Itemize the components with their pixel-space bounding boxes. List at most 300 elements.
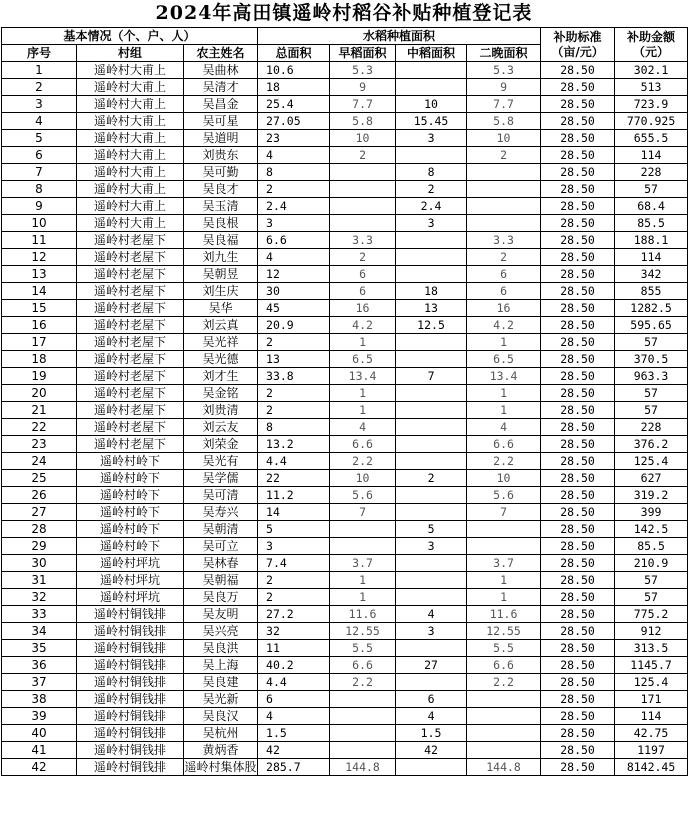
seq-cell: 17 xyxy=(2,334,77,351)
early-area-cell: 9 xyxy=(330,79,396,96)
table-row xyxy=(2,215,688,232)
table-row xyxy=(2,317,688,334)
owner-name-cell: 刘才生 xyxy=(184,368,258,385)
early-area-cell xyxy=(330,521,396,538)
seq-cell: 32 xyxy=(2,589,77,606)
owner-name-cell: 吴道明 xyxy=(184,130,258,147)
mid-area-cell xyxy=(396,62,467,79)
early-area-cell: 1 xyxy=(330,572,396,589)
early-area-cell: 2 xyxy=(330,147,396,164)
early-area-cell: 16 xyxy=(330,300,396,317)
table-row xyxy=(2,147,688,164)
seq-cell: 1 xyxy=(2,62,77,79)
mid-area-cell: 3 xyxy=(396,215,467,232)
table-row xyxy=(2,504,688,521)
subsidy-standard-cell: 28.50 xyxy=(541,164,615,181)
seq-cell: 4 xyxy=(2,113,77,130)
mid-area-cell xyxy=(396,266,467,283)
mid-area-cell xyxy=(396,504,467,521)
mid-area-cell: 12.5 xyxy=(396,317,467,334)
late-area-cell: 1 xyxy=(467,572,541,589)
total-area-cell: 2.4 xyxy=(258,198,330,215)
early-area-cell xyxy=(330,742,396,759)
basic-info-header: 基本情况（个、户、人） xyxy=(2,28,258,45)
late-area-cell xyxy=(467,725,541,742)
village-cell: 遥岭村大甫上 xyxy=(77,181,184,198)
mid-area-cell xyxy=(396,249,467,266)
early-area-cell: 13.4 xyxy=(330,368,396,385)
total-area-cell: 12 xyxy=(258,266,330,283)
village-cell: 遥岭村老屋下 xyxy=(77,351,184,368)
village-cell: 遥岭村铜钱排 xyxy=(77,759,184,776)
total-area-cell: 2 xyxy=(258,385,330,402)
early-area-cell: 4.2 xyxy=(330,317,396,334)
subsidy-amount-cell: 42.75 xyxy=(615,725,688,742)
owner-name-cell: 吴光有 xyxy=(184,453,258,470)
early-area-cell: 2.2 xyxy=(330,674,396,691)
total-area-cell: 25.4 xyxy=(258,96,330,113)
mid-area-header: 中稻面积 xyxy=(396,45,467,62)
table-row xyxy=(2,385,688,402)
late-area-cell: 6.5 xyxy=(467,351,541,368)
owner-name-cell: 吴曲林 xyxy=(184,62,258,79)
early-area-cell: 5.3 xyxy=(330,62,396,79)
subsidy-amount-cell: 627 xyxy=(615,470,688,487)
seq-cell: 21 xyxy=(2,402,77,419)
subsidy-standard-cell: 28.50 xyxy=(541,334,615,351)
late-area-cell: 6 xyxy=(467,283,541,300)
village-cell: 遥岭村大甫上 xyxy=(77,147,184,164)
subsidy-amount-cell: 57 xyxy=(615,334,688,351)
village-cell: 遥岭村岭下 xyxy=(77,453,184,470)
late-area-cell: 5.3 xyxy=(467,62,541,79)
early-area-cell xyxy=(330,198,396,215)
village-cell: 遥岭村老屋下 xyxy=(77,283,184,300)
early-area-cell: 1 xyxy=(330,402,396,419)
late-area-cell: 2 xyxy=(467,249,541,266)
seq-cell: 37 xyxy=(2,674,77,691)
table-row xyxy=(2,742,688,759)
mid-area-cell: 2.4 xyxy=(396,198,467,215)
mid-area-cell: 13 xyxy=(396,300,467,317)
late-area-cell: 3.7 xyxy=(467,555,541,572)
subsidy-table xyxy=(1,27,688,776)
subsidy-amount-cell: 8142.45 xyxy=(615,759,688,776)
subsidy-standard-cell: 28.50 xyxy=(541,249,615,266)
table-row xyxy=(2,249,688,266)
village-cell: 遥岭村老屋下 xyxy=(77,266,184,283)
subsidy-amount-cell: 595.65 xyxy=(615,317,688,334)
total-area-cell: 4.4 xyxy=(258,674,330,691)
village-cell: 遥岭村坪坑 xyxy=(77,572,184,589)
mid-area-cell xyxy=(396,640,467,657)
seq-cell: 22 xyxy=(2,419,77,436)
table-row xyxy=(2,232,688,249)
owner-name-cell: 吴光新 xyxy=(184,691,258,708)
mid-area-cell xyxy=(396,436,467,453)
owner-name-cell: 吴可勤 xyxy=(184,164,258,181)
early-area-cell xyxy=(330,164,396,181)
subsidy-standard-cell: 28.50 xyxy=(541,79,615,96)
late-area-cell xyxy=(467,215,541,232)
subsidy-standard-cell: 28.50 xyxy=(541,351,615,368)
mid-area-cell xyxy=(396,759,467,776)
seq-cell: 39 xyxy=(2,708,77,725)
early-area-cell: 6.5 xyxy=(330,351,396,368)
table-row xyxy=(2,691,688,708)
subsidy-amount-cell: 1282.5 xyxy=(615,300,688,317)
owner-name-cell: 吴学儒 xyxy=(184,470,258,487)
seq-cell: 13 xyxy=(2,266,77,283)
owner-name-cell: 刘贵东 xyxy=(184,147,258,164)
early-area-cell: 10 xyxy=(330,130,396,147)
total-area-cell: 11.2 xyxy=(258,487,330,504)
early-area-cell: 5.6 xyxy=(330,487,396,504)
table-row xyxy=(2,198,688,215)
total-area-cell: 33.8 xyxy=(258,368,330,385)
subsidy-standard-cell: 28.50 xyxy=(541,470,615,487)
owner-name-cell: 吴良根 xyxy=(184,215,258,232)
owner-header: 农主姓名 xyxy=(184,45,258,62)
owner-name-cell: 吴可立 xyxy=(184,538,258,555)
mid-area-cell xyxy=(396,351,467,368)
late-area-cell: 13.4 xyxy=(467,368,541,385)
late-area-cell: 10 xyxy=(467,130,541,147)
seq-cell: 11 xyxy=(2,232,77,249)
early-area-cell: 11.6 xyxy=(330,606,396,623)
table-row xyxy=(2,436,688,453)
table-row xyxy=(2,470,688,487)
owner-name-cell: 吴良万 xyxy=(184,589,258,606)
total-area-cell: 8 xyxy=(258,164,330,181)
seq-cell: 16 xyxy=(2,317,77,334)
subsidy-standard-header: 补助标准 （亩/元） xyxy=(541,28,615,62)
late-area-cell: 6.6 xyxy=(467,657,541,674)
village-cell: 遥岭村大甫上 xyxy=(77,96,184,113)
early-area-cell: 1 xyxy=(330,385,396,402)
late-area-cell: 3.3 xyxy=(467,232,541,249)
owner-name-cell: 刘九生 xyxy=(184,249,258,266)
late-area-cell: 5.5 xyxy=(467,640,541,657)
village-cell: 遥岭村大甫上 xyxy=(77,164,184,181)
late-area-cell: 7.7 xyxy=(467,96,541,113)
mid-area-cell xyxy=(396,402,467,419)
table-row xyxy=(2,130,688,147)
village-cell: 遥岭村铜钱排 xyxy=(77,640,184,657)
village-cell: 遥岭村岭下 xyxy=(77,521,184,538)
subsidy-standard-cell: 28.50 xyxy=(541,606,615,623)
seq-cell: 23 xyxy=(2,436,77,453)
total-area-cell: 285.7 xyxy=(258,759,330,776)
owner-name-cell: 刘贵清 xyxy=(184,402,258,419)
table-row xyxy=(2,589,688,606)
early-area-cell: 10 xyxy=(330,470,396,487)
subsidy-standard-cell: 28.50 xyxy=(541,708,615,725)
village-cell: 遥岭村老屋下 xyxy=(77,232,184,249)
mid-area-cell: 2 xyxy=(396,470,467,487)
total-area-cell: 2 xyxy=(258,572,330,589)
table-row xyxy=(2,96,688,113)
late-area-cell: 5.6 xyxy=(467,487,541,504)
seq-cell: 8 xyxy=(2,181,77,198)
subsidy-amount-cell: 210.9 xyxy=(615,555,688,572)
village-cell: 遥岭村老屋下 xyxy=(77,334,184,351)
village-cell: 遥岭村大甫上 xyxy=(77,113,184,130)
subsidy-standard-cell: 28.50 xyxy=(541,215,615,232)
table-row xyxy=(2,572,688,589)
late-area-cell xyxy=(467,538,541,555)
subsidy-amount-cell: 399 xyxy=(615,504,688,521)
total-area-cell: 30 xyxy=(258,283,330,300)
seq-cell: 5 xyxy=(2,130,77,147)
owner-name-cell: 吴林春 xyxy=(184,555,258,572)
seq-cell: 35 xyxy=(2,640,77,657)
early-area-cell: 4 xyxy=(330,419,396,436)
seq-cell: 36 xyxy=(2,657,77,674)
subsidy-amount-cell: 125.4 xyxy=(615,674,688,691)
subsidy-standard-cell: 28.50 xyxy=(541,504,615,521)
table-row xyxy=(2,538,688,555)
subsidy-amount-cell: 228 xyxy=(615,419,688,436)
subsidy-standard-cell: 28.50 xyxy=(541,487,615,504)
subsidy-amount-cell: 655.5 xyxy=(615,130,688,147)
subsidy-amount-cell: 912 xyxy=(615,623,688,640)
late-area-cell: 11.6 xyxy=(467,606,541,623)
early-area-cell: 2 xyxy=(330,249,396,266)
owner-name-cell: 吴良汉 xyxy=(184,708,258,725)
table-row xyxy=(2,759,688,776)
subsidy-standard-cell: 28.50 xyxy=(541,317,615,334)
total-area-cell: 3 xyxy=(258,215,330,232)
seq-cell: 6 xyxy=(2,147,77,164)
village-cell: 遥岭村老屋下 xyxy=(77,317,184,334)
total-area-cell: 6.6 xyxy=(258,232,330,249)
seq-cell: 2 xyxy=(2,79,77,96)
subsidy-amount-cell: 1145.7 xyxy=(615,657,688,674)
village-cell: 遥岭村岭下 xyxy=(77,470,184,487)
early-area-cell: 6.6 xyxy=(330,657,396,674)
mid-area-cell xyxy=(396,453,467,470)
village-cell: 遥岭村铜钱排 xyxy=(77,657,184,674)
village-cell: 遥岭村老屋下 xyxy=(77,419,184,436)
table-row xyxy=(2,164,688,181)
seq-cell: 29 xyxy=(2,538,77,555)
mid-area-cell: 42 xyxy=(396,742,467,759)
subsidy-standard-cell: 28.50 xyxy=(541,640,615,657)
subsidy-standard-cell: 28.50 xyxy=(541,368,615,385)
mid-area-cell: 7 xyxy=(396,368,467,385)
owner-name-cell: 吴良洪 xyxy=(184,640,258,657)
rice-area-header: 水稻种植面积 xyxy=(258,28,541,45)
table-row xyxy=(2,640,688,657)
village-cell: 遥岭村坪坑 xyxy=(77,589,184,606)
late-area-cell: 1 xyxy=(467,385,541,402)
late-area-cell: 2.2 xyxy=(467,453,541,470)
seq-cell: 26 xyxy=(2,487,77,504)
subsidy-amount-cell: 85.5 xyxy=(615,215,688,232)
subsidy-amount-cell: 855 xyxy=(615,283,688,300)
early-area-cell: 3.3 xyxy=(330,232,396,249)
subsidy-amount-cell: 302.1 xyxy=(615,62,688,79)
mid-area-cell: 8 xyxy=(396,164,467,181)
subsidy-standard-cell: 28.50 xyxy=(541,198,615,215)
subsidy-amount-cell: 770.925 xyxy=(615,113,688,130)
subsidy-standard-cell: 28.50 xyxy=(541,623,615,640)
seq-header: 序号 xyxy=(2,45,77,62)
seq-cell: 30 xyxy=(2,555,77,572)
subsidy-amount-cell: 68.4 xyxy=(615,198,688,215)
early-area-cell: 6 xyxy=(330,266,396,283)
seq-cell: 7 xyxy=(2,164,77,181)
mid-area-cell: 15.45 xyxy=(396,113,467,130)
total-area-cell: 4 xyxy=(258,249,330,266)
table-row xyxy=(2,351,688,368)
early-area-cell xyxy=(330,215,396,232)
table-row xyxy=(2,283,688,300)
late-area-cell: 10 xyxy=(467,470,541,487)
late-area-cell xyxy=(467,164,541,181)
subsidy-amount-cell: 319.2 xyxy=(615,487,688,504)
owner-name-cell: 刘荣金 xyxy=(184,436,258,453)
village-cell: 遥岭村老屋下 xyxy=(77,402,184,419)
village-cell: 遥岭村老屋下 xyxy=(77,385,184,402)
owner-name-cell: 吴光德 xyxy=(184,351,258,368)
seq-cell: 3 xyxy=(2,96,77,113)
owner-name-cell: 吴金铭 xyxy=(184,385,258,402)
total-area-cell: 23 xyxy=(258,130,330,147)
subsidy-standard-cell: 28.50 xyxy=(541,436,615,453)
early-area-cell: 5.8 xyxy=(330,113,396,130)
subsidy-standard-cell: 28.50 xyxy=(541,691,615,708)
mid-area-cell: 4 xyxy=(396,606,467,623)
owner-name-cell: 黄炳香 xyxy=(184,742,258,759)
early-area-cell xyxy=(330,538,396,555)
late-area-cell: 144.8 xyxy=(467,759,541,776)
owner-name-cell: 吴可星 xyxy=(184,113,258,130)
late-area-cell xyxy=(467,708,541,725)
late-area-cell: 5.8 xyxy=(467,113,541,130)
mid-area-cell xyxy=(396,79,467,96)
late-area-cell: 9 xyxy=(467,79,541,96)
late-area-cell: 4 xyxy=(467,419,541,436)
seq-cell: 38 xyxy=(2,691,77,708)
owner-name-cell: 吴朝福 xyxy=(184,572,258,589)
table-row xyxy=(2,606,688,623)
seq-cell: 25 xyxy=(2,470,77,487)
table-row xyxy=(2,453,688,470)
total-area-cell: 32 xyxy=(258,623,330,640)
village-cell: 遥岭村铜钱排 xyxy=(77,691,184,708)
seq-cell: 41 xyxy=(2,742,77,759)
late-area-cell xyxy=(467,691,541,708)
seq-cell: 40 xyxy=(2,725,77,742)
subsidy-amount-cell: 114 xyxy=(615,147,688,164)
subsidy-amount-cell: 114 xyxy=(615,708,688,725)
total-area-cell: 5 xyxy=(258,521,330,538)
table-row xyxy=(2,368,688,385)
seq-cell: 18 xyxy=(2,351,77,368)
mid-area-cell: 3 xyxy=(396,538,467,555)
owner-name-cell: 吴良福 xyxy=(184,232,258,249)
village-cell: 遥岭村老屋下 xyxy=(77,436,184,453)
seq-cell: 31 xyxy=(2,572,77,589)
late-area-cell: 1 xyxy=(467,589,541,606)
subsidy-standard-cell: 28.50 xyxy=(541,283,615,300)
total-area-cell: 3 xyxy=(258,538,330,555)
mid-area-cell xyxy=(396,674,467,691)
total-area-cell: 2 xyxy=(258,334,330,351)
subsidy-amount-cell: 342 xyxy=(615,266,688,283)
table-row xyxy=(2,725,688,742)
owner-name-cell: 吴杭州 xyxy=(184,725,258,742)
village-cell: 遥岭村大甫上 xyxy=(77,198,184,215)
subsidy-amount-cell: 376.2 xyxy=(615,436,688,453)
mid-area-cell: 18 xyxy=(396,283,467,300)
late-area-cell: 1 xyxy=(467,334,541,351)
total-area-cell: 7.4 xyxy=(258,555,330,572)
seq-cell: 10 xyxy=(2,215,77,232)
owner-name-cell: 吴华 xyxy=(184,300,258,317)
early-area-cell: 1 xyxy=(330,589,396,606)
village-cell: 遥岭村铜钱排 xyxy=(77,742,184,759)
subsidy-standard-cell: 28.50 xyxy=(541,147,615,164)
village-cell: 遥岭村大甫上 xyxy=(77,215,184,232)
owner-name-cell: 吴可清 xyxy=(184,487,258,504)
subsidy-amount-cell: 57 xyxy=(615,181,688,198)
village-cell: 遥岭村岭下 xyxy=(77,504,184,521)
table-row xyxy=(2,334,688,351)
seq-cell: 34 xyxy=(2,623,77,640)
total-area-cell: 6 xyxy=(258,691,330,708)
early-area-cell: 5.5 xyxy=(330,640,396,657)
subsidy-amount-cell: 188.1 xyxy=(615,232,688,249)
total-area-cell: 13.2 xyxy=(258,436,330,453)
owner-name-cell: 吴朝清 xyxy=(184,521,258,538)
total-area-cell: 8 xyxy=(258,419,330,436)
mid-area-cell: 27 xyxy=(396,657,467,674)
subsidy-standard-cell: 28.50 xyxy=(541,266,615,283)
subsidy-amount-header: 补助金额 （元） xyxy=(615,28,688,62)
table-row xyxy=(2,674,688,691)
village-cell: 遥岭村岭下 xyxy=(77,487,184,504)
subsidy-standard-cell: 28.50 xyxy=(541,742,615,759)
subsidy-standard-cell: 28.50 xyxy=(541,419,615,436)
subsidy-amount-cell: 228 xyxy=(615,164,688,181)
owner-name-cell: 吴昌金 xyxy=(184,96,258,113)
owner-name-cell: 吴良才 xyxy=(184,181,258,198)
early-area-cell: 6 xyxy=(330,283,396,300)
subsidy-standard-cell: 28.50 xyxy=(541,130,615,147)
village-cell: 遥岭村铜钱排 xyxy=(77,623,184,640)
early-area-header: 早稻面积 xyxy=(330,45,396,62)
subsidy-standard-cell: 28.50 xyxy=(541,589,615,606)
mid-area-cell xyxy=(396,487,467,504)
owner-name-cell: 吴友明 xyxy=(184,606,258,623)
early-area-cell xyxy=(330,691,396,708)
subsidy-standard-cell: 28.50 xyxy=(541,113,615,130)
table-row xyxy=(2,266,688,283)
table-row xyxy=(2,487,688,504)
early-area-cell: 2.2 xyxy=(330,453,396,470)
total-area-cell: 10.6 xyxy=(258,62,330,79)
subsidy-standard-cell: 28.50 xyxy=(541,759,615,776)
mid-area-cell xyxy=(396,555,467,572)
early-area-cell: 3.7 xyxy=(330,555,396,572)
village-cell: 遥岭村大甫上 xyxy=(77,62,184,79)
mid-area-cell xyxy=(396,147,467,164)
total-area-cell: 27.05 xyxy=(258,113,330,130)
late-area-cell: 6.6 xyxy=(467,436,541,453)
